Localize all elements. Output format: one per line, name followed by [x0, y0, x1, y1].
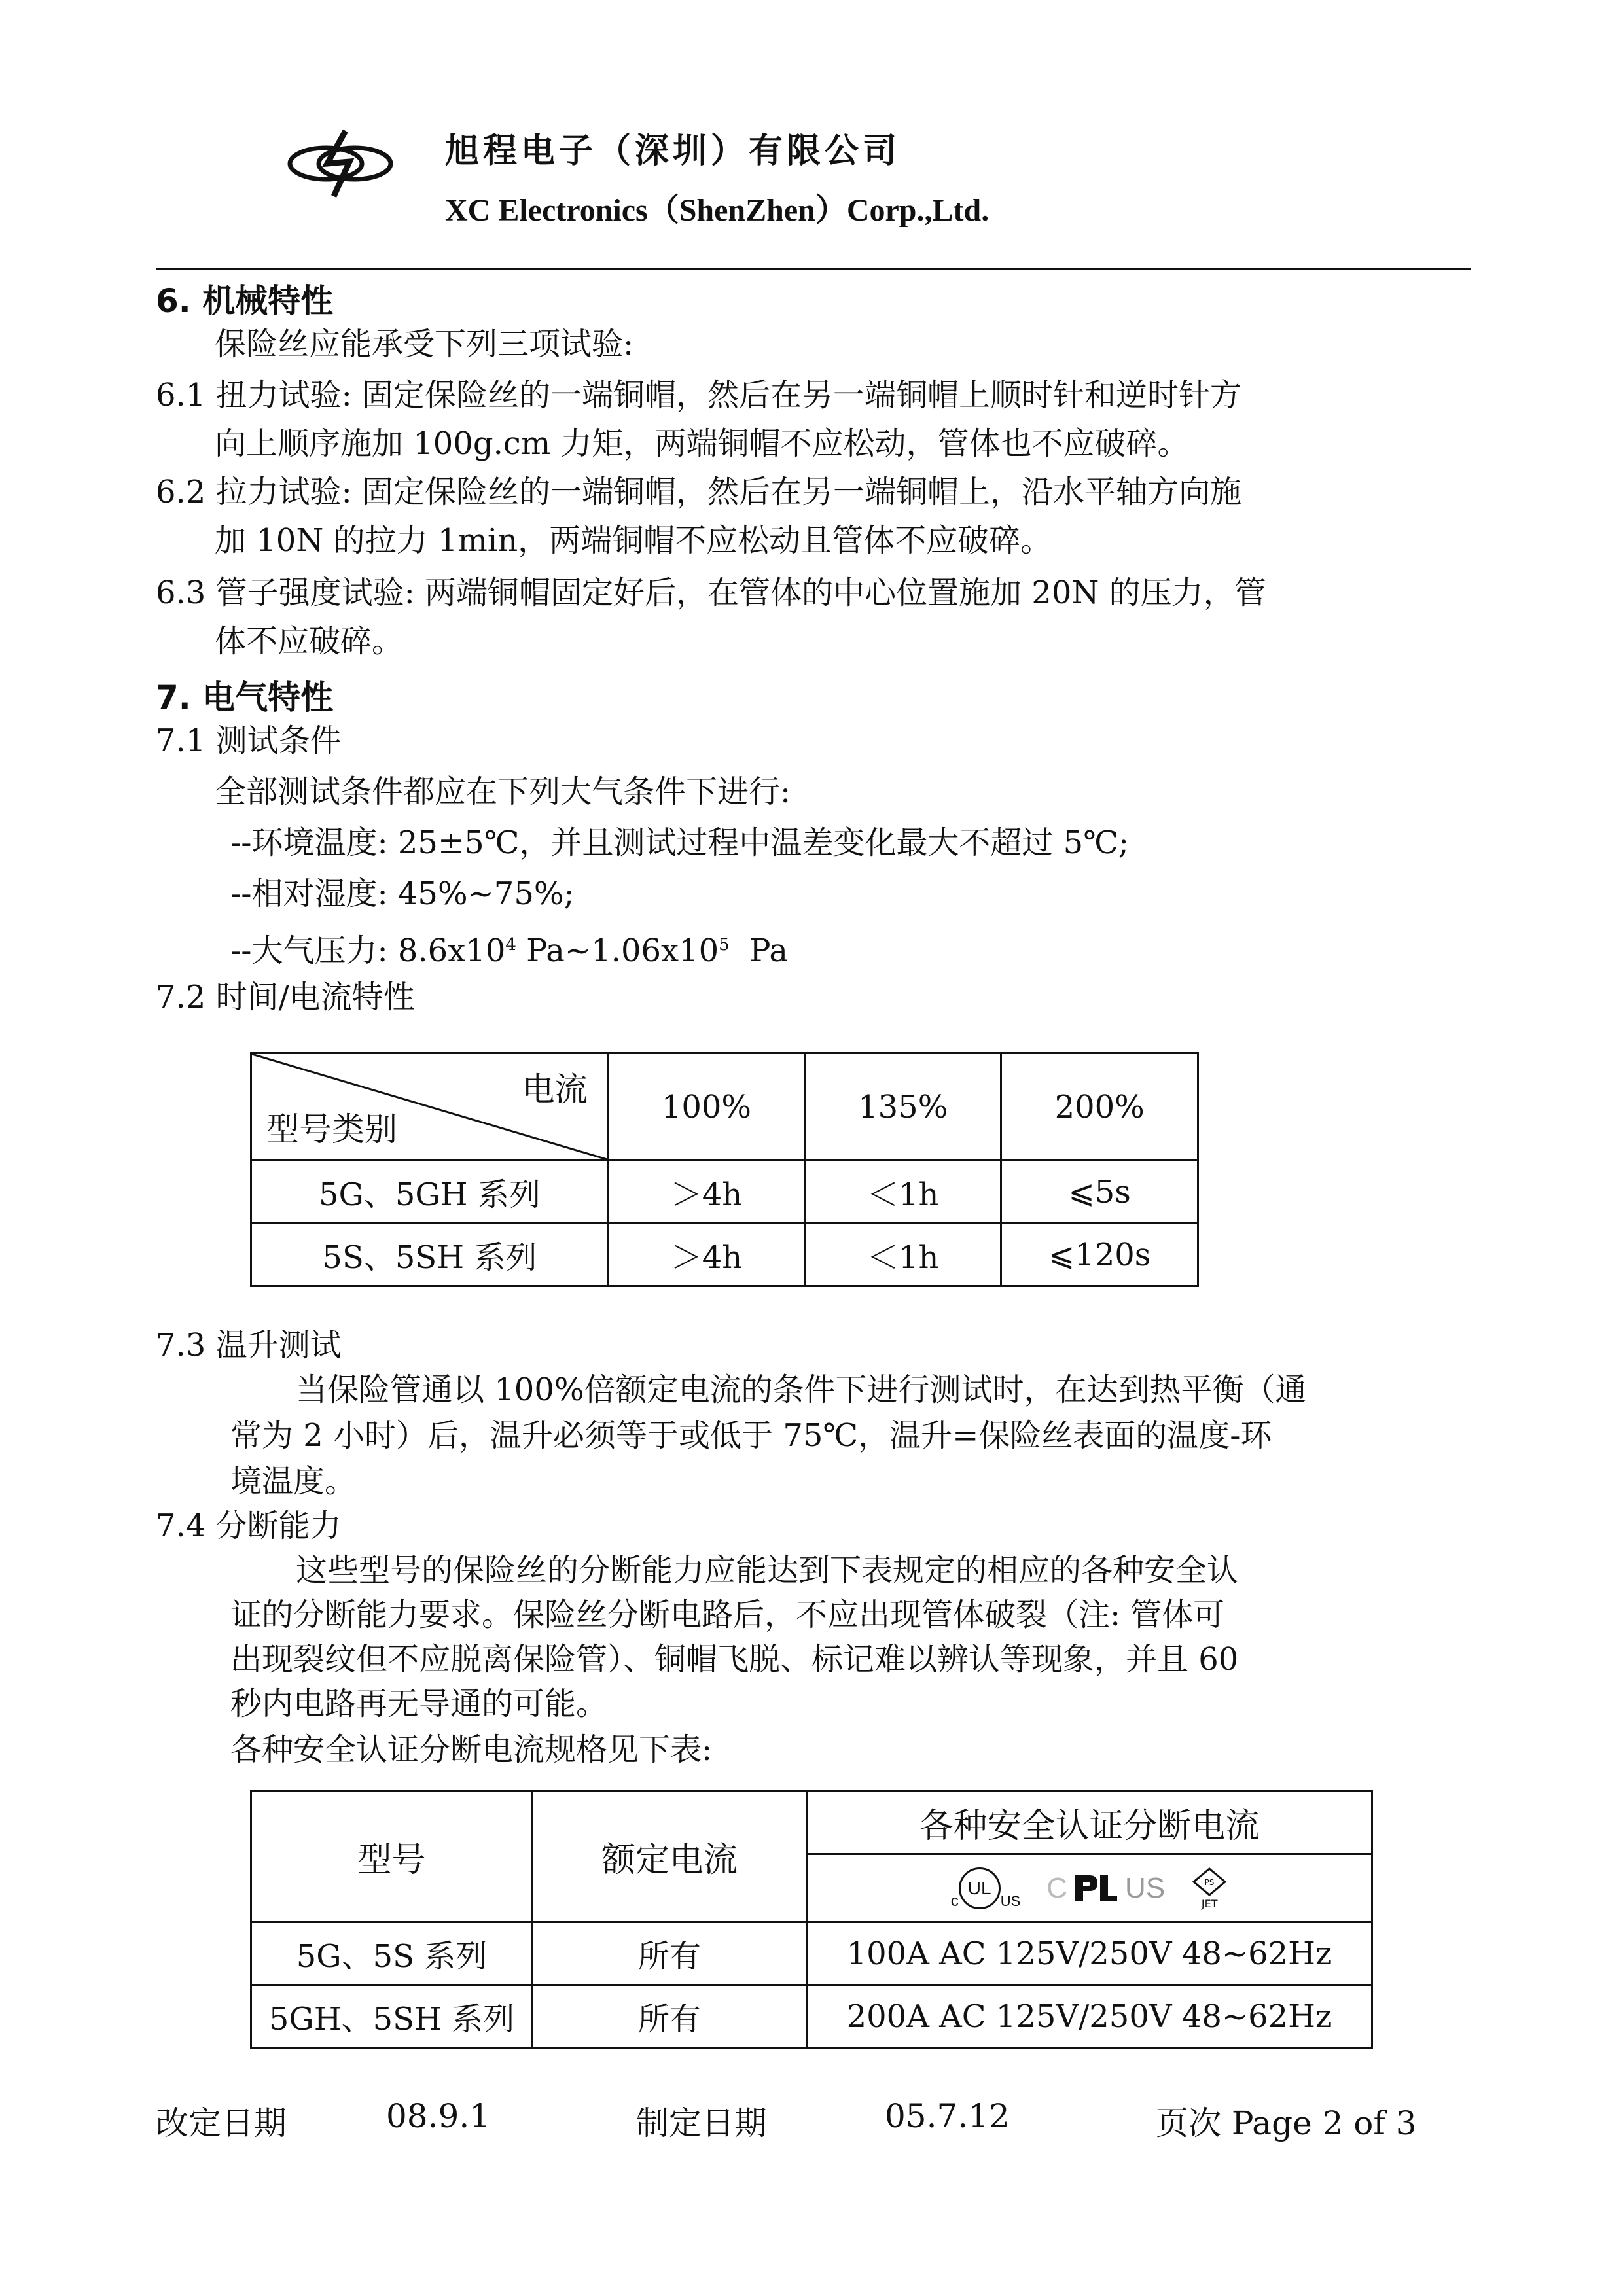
section-7-4-line3: 出现裂纹但不应脱离保险管）、铜帽飞脱、标记难以辨认等现象，并且 60 — [230, 1641, 1239, 1678]
section-7-4-line2: 证的分断能力要求。保险丝分断电路后，不应出现管体破裂（注: 管体可 — [230, 1597, 1225, 1633]
company-name-cn: 旭程电子（深圳）有限公司 — [445, 132, 901, 171]
item-6-1-line2: 向上顺序施加 100g.cm 力矩，两端铜帽不应松动，管体也不应破碎。 — [215, 425, 1189, 462]
company-logo-icon — [281, 128, 399, 200]
row-rated: 所有 — [532, 1922, 806, 1985]
section-7-2-title: 7.2 时间/电流特性 — [156, 979, 415, 1016]
column-header: 100% — [608, 1053, 804, 1161]
recognized-component-mark-icon: C US — [1046, 1871, 1166, 1904]
row-rated: 所有 — [532, 1985, 806, 2048]
section-6-heading: 6. 机械特性 — [156, 282, 334, 320]
item-6-2-line1: 6.2 拉力试验: 固定保险丝的一端铜帽，然后在另一端铜帽上，沿水平轴方向施 — [156, 474, 1242, 510]
section-6-intro: 保险丝应能承受下列三项试验: — [215, 326, 634, 362]
cell-value: ⩽120s — [1001, 1224, 1198, 1286]
condition-temperature: --环境温度: 25±5℃，并且测试过程中温差变化最大不超过 5℃; — [230, 824, 1130, 861]
row-type: 5S、5SH 系列 — [251, 1224, 609, 1286]
section-7-4-line1: 这些型号的保险丝的分断能力应能达到下表规定的相应的各种安全认 — [296, 1552, 1239, 1589]
company-name-en: XC Electronics（ShenZhen）Corp.,Ltd. — [445, 193, 990, 228]
section-7-3-line1: 当保险管通以 100%倍额定电流的条件下进行测试时，在达到热平衡（通 — [296, 1371, 1307, 1408]
made-date: 05.7.12 — [885, 2097, 1010, 2135]
column-header: 135% — [805, 1053, 1001, 1161]
row-model: 5G、5S 系列 — [251, 1922, 533, 1985]
item-6-1-line1: 6.1 扭力试验: 固定保险丝的一端铜帽，然后在另一端铜帽上顺时针和逆时针方 — [156, 377, 1242, 414]
row-model: 5GH、5SH 系列 — [251, 1985, 533, 2048]
section-7-4-line4: 秒内电路再无导通的可能。 — [230, 1686, 608, 1722]
header-divider — [156, 268, 1471, 270]
item-6-3-line2: 体不应破碎。 — [215, 623, 404, 660]
page-number: 页次 Page 2 of 3 — [1156, 2104, 1417, 2142]
table-row — [251, 1985, 1372, 2048]
time-current-table — [250, 1052, 1199, 1287]
section-7-4-line5: 各种安全认证分断电流规格见下表: — [230, 1731, 713, 1768]
table-row — [251, 1224, 1198, 1286]
row-type: 5G、5GH 系列 — [251, 1161, 609, 1224]
cell-value: ＜1h — [805, 1224, 1001, 1286]
section-7-3-title: 7.3 温升测试 — [156, 1327, 342, 1364]
revised-date: 08.9.1 — [386, 2097, 491, 2135]
cell-value: ⩽5s — [1001, 1161, 1198, 1224]
svg-text:PS: PS — [1204, 1878, 1215, 1887]
certification-marks-cell — [806, 1854, 1372, 1922]
cul-us-mark-icon: c UL US — [951, 1866, 1021, 1911]
section-7-1-title: 7.1 测试条件 — [156, 722, 342, 759]
column-header-rated: 额定电流 — [532, 1792, 806, 1922]
section-7-4-title: 7.4 分断能力 — [156, 1508, 342, 1544]
corner-label-type: 型号类别 — [266, 1110, 397, 1148]
cell-value: ＞4h — [608, 1161, 804, 1224]
revised-date-label: 改定日期 — [156, 2104, 287, 2142]
row-breaking: 100A AC 125V/250V 48~62Hz — [806, 1922, 1372, 1985]
table-row — [251, 1161, 1198, 1224]
table-corner-cell — [251, 1053, 609, 1161]
breaking-capacity-table — [250, 1790, 1373, 2049]
section-7-heading: 7. 电气特性 — [156, 679, 334, 716]
table-row — [251, 1922, 1372, 1985]
column-header: 200% — [1001, 1053, 1198, 1161]
row-breaking: 200A AC 125V/250V 48~62Hz — [806, 1985, 1372, 2048]
item-6-3-line1: 6.3 管子强度试验: 两端铜帽固定好后，在管体的中心位置施加 20N 的压力，管 — [156, 574, 1266, 611]
section-7-1-intro: 全部测试条件都应在下列大气条件下进行: — [215, 773, 791, 810]
cell-value: ＞4h — [608, 1224, 804, 1286]
section-7-3-line2: 常为 2 小时）后，温升必须等于或低于 75℃，温升=保险丝表面的温度-环 — [230, 1417, 1272, 1454]
condition-humidity: --相对湿度: 45%~75%; — [230, 875, 575, 912]
made-date-label: 制定日期 — [636, 2104, 767, 2142]
corner-label-current: 电流 — [522, 1070, 588, 1108]
cell-value: ＜1h — [805, 1161, 1001, 1224]
section-7-3-line3: 境温度。 — [230, 1463, 357, 1500]
item-6-2-line2: 加 10N 的拉力 1min，两端铜帽不应松动且管体不应破碎。 — [215, 522, 1052, 559]
column-header-breaking: 各种安全认证分断电流 — [806, 1792, 1372, 1854]
condition-pressure: --大气压力: $8.6x10^4$ $Pa\sim 1.06x10^5$ Pa — [230, 932, 788, 969]
column-header-model: 型号 — [251, 1792, 533, 1922]
jet-pse-mark-icon: PS JET — [1191, 1866, 1228, 1910]
